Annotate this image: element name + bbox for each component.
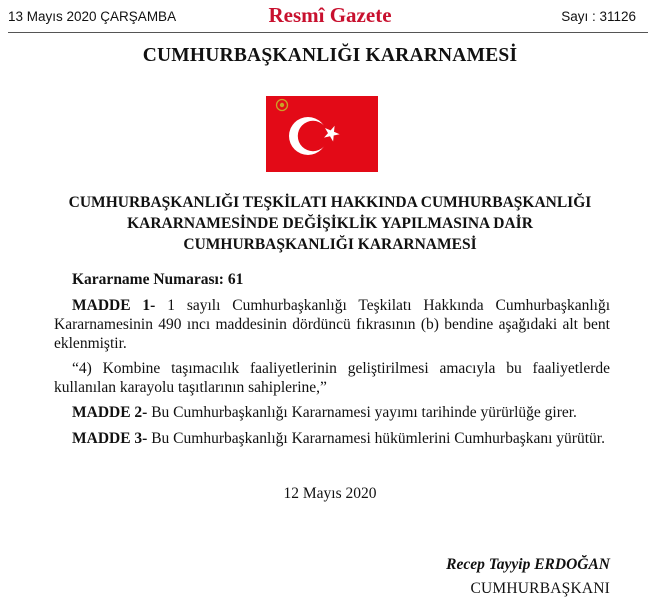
- article-2-text: Bu Cumhurbaşkanlığı Kararnamesi yayımı tarihinde yürürlüğe girer.: [151, 404, 577, 421]
- issue-number: Sayı : 31126: [561, 9, 636, 24]
- article-3: [54, 429, 610, 448]
- article-1-label: MADDE 1-: [72, 297, 156, 314]
- quote-line-1: “4) Kombine taşımacılık faaliyetlerinin geliştirilmesi amacıyla bu faaliyetlerde: [72, 360, 610, 377]
- gazette-header: [0, 0, 660, 34]
- document-type-heading: CUMHURBAŞKANLIĞI KARARNAMESİ: [142, 45, 518, 66]
- decree-body: [54, 270, 610, 448]
- decree-number-label: Kararname Numarası:: [72, 271, 224, 288]
- decree-title: [0, 192, 660, 255]
- article-1-line-1: [54, 296, 610, 315]
- crescent-inner: [298, 121, 328, 151]
- gazette-title: Resmî Gazete: [268, 3, 392, 27]
- header-date: 13 Mayıs 2020 ÇARŞAMBA: [8, 9, 177, 24]
- turkish-flag-icon: [266, 96, 378, 172]
- article-2: [54, 403, 610, 422]
- article-3-text: Bu Cumhurbaşkanlığı Kararnamesi hükümlerini Cumhurbaşkanı yürütür.: [151, 430, 605, 447]
- article-1-line-3: eklenmiştir.: [54, 335, 127, 352]
- decree-number-value: 61: [227, 271, 244, 288]
- decree-title-line: CUMHURBAŞKANLIĞI KARARNAMESİ: [183, 236, 477, 253]
- signer-title: CUMHURBAŞKANI: [470, 580, 610, 597]
- decree-title-line: CUMHURBAŞKANLIĞI TEŞKİLATI HAKKINDA CUMHURBAŞKANLIĞI: [68, 194, 592, 211]
- article-1-text: 1 sayılı Cumhurbaşkanlığı Teşkilatı Hakkında Cumhurbaşkanlığı: [167, 297, 611, 314]
- article-1-line-2: Kararnamesinin 490 ıncı maddesinin dördüncü fıkrasının (b) bendine aşağıdaki alt bent: [54, 316, 610, 333]
- article-3-label: MADDE 3-: [72, 430, 148, 447]
- decree-date: 12 Mayıs 2020: [283, 485, 377, 502]
- signer-name: Recep Tayyip ERDOĞAN: [446, 556, 610, 573]
- decree-title-line: KARARNAMESİNDE DEĞİŞİKLİK YAPILMASINA DAİR: [127, 215, 533, 232]
- quote-line-2: kullanılan karayolu taşıtlarının sahiplerine,”: [54, 379, 327, 396]
- decree-number-line: [54, 270, 610, 289]
- header-divider: [8, 32, 648, 33]
- article-2-label: MADDE 2-: [72, 404, 148, 421]
